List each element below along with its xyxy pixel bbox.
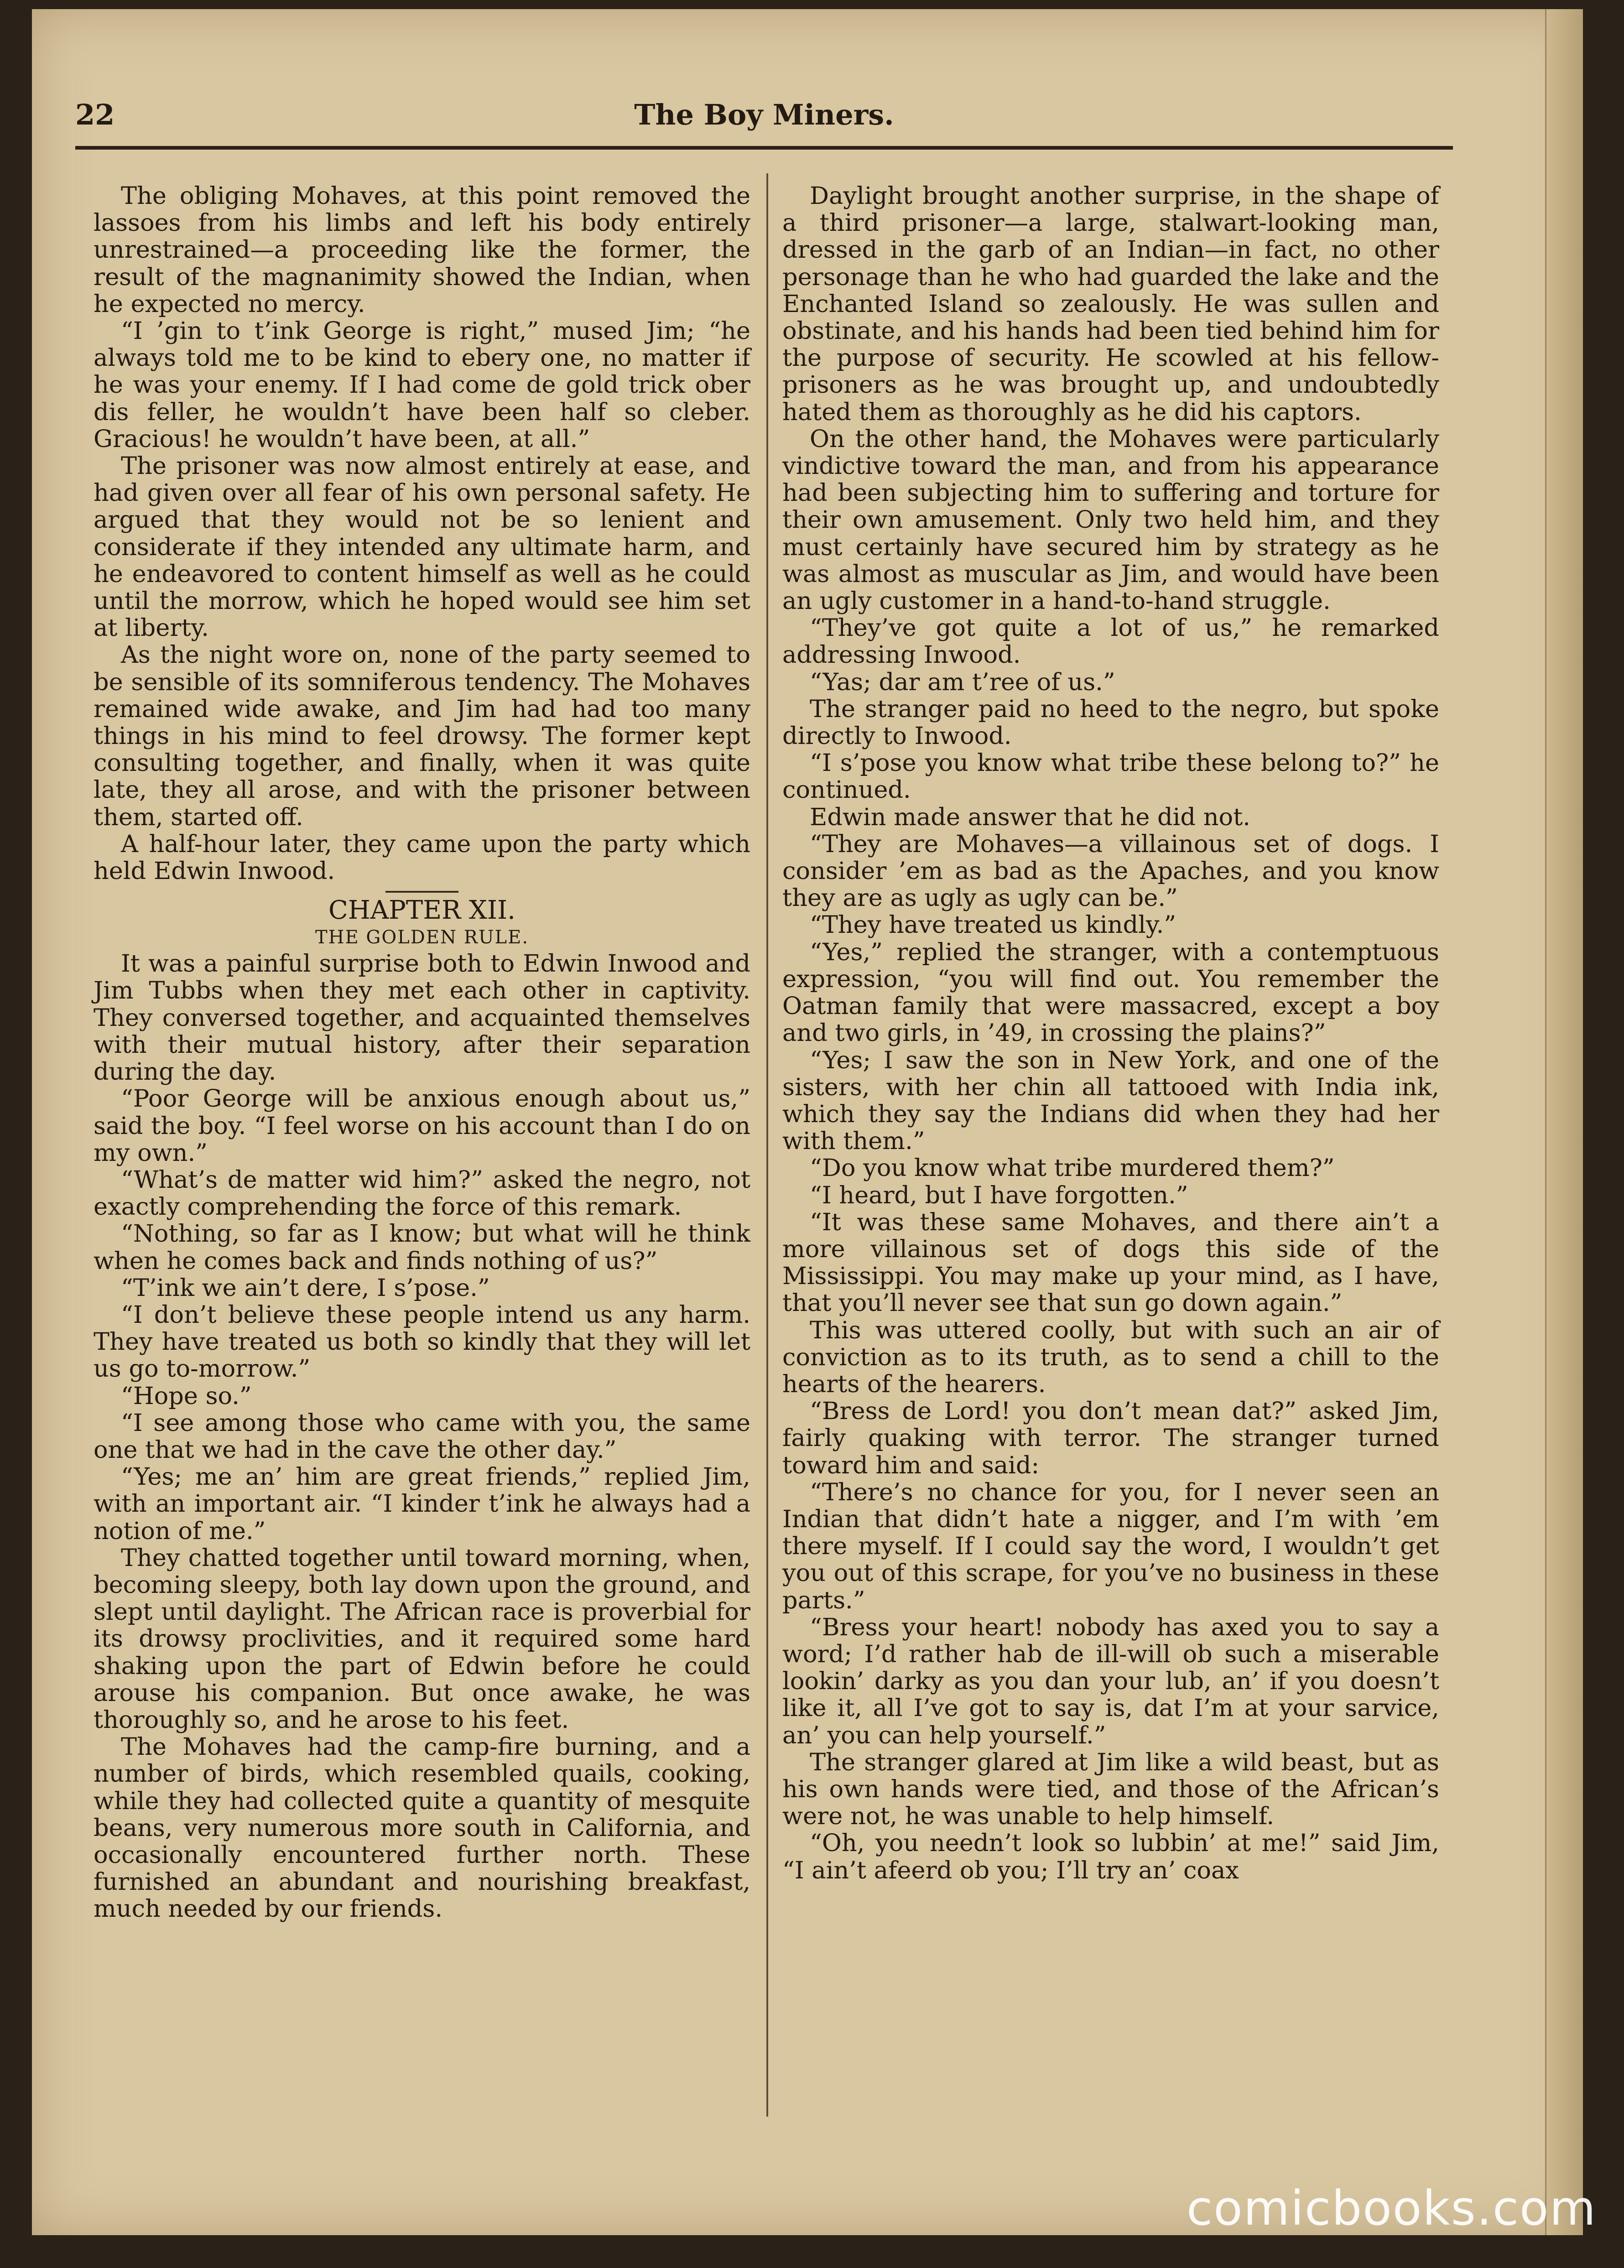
paragraph: They chatted together until toward morning, when, becoming sleepy, both lay down upon the ground, and slept until daylight. The African race is proverbial for its drowsy proclivities, and it required some hard shaking upon the part of Edwin before he could arouse his companion. But once awake, he was thoroughly so, and he arose to his feet.: [94, 1544, 750, 1734]
header-rule: [75, 146, 1453, 150]
paragraph: As the night wore on, none of the party seemed to be sensible of its somniferous tendency. The Mohaves remained wide awake, and Jim had had too many things in his mind to feel drowsy. The former kept consulting together, and finally, when it was quite late, they all arose, and with the prisoner between them, started off.: [94, 641, 750, 831]
paragraph: “They’ve got quite a lot of us,” he remarked addressing Inwood.: [782, 614, 1439, 669]
page-spine: [1545, 9, 1583, 2235]
running-title: The Boy Miners.: [634, 98, 894, 131]
paragraph: The prisoner was now almost entirely at ease, and had given over all fear of his own personal safety. He argued that they would not be so lenient and considerate if they intended any ultimate harm, and he endeavored to content himself as well as he could until the morrow, which he hoped would see him set at liberty.: [94, 452, 750, 642]
paragraph: “Oh, you needn’t look so lubbin’ at me!” said Jim, “I ain’t afeerd ob you; I’ll try an’ coax: [782, 1829, 1439, 1884]
paragraph: Daylight brought another surprise, in the shape of a third prisoner—a large, stalwart-looking man, dressed in the garb of an Indian—in fact, no other personage than he who had guarded the lake and the Enchanted Island so zealously. He was sullen and obstinate, and his hands had been tied behind him for the purpose of security. He scowled at his fellow-prisoners as he was brought up, and undoubtedly hated them as thoroughly as he did his captors.: [782, 182, 1440, 426]
paragraph: “It was these same Mohaves, and there ain’t a more villainous set of dogs this side of the Mississippi. You may make up your mind, as I have, that you’ll never see that sun go down again.”: [782, 1208, 1439, 1317]
paragraph: “Nothing, so far as I know; but what will he think when he comes back and finds nothing of us?”: [94, 1220, 750, 1275]
paragraph: On the other hand, the Mohaves were particularly vindictive toward the man, and from his appearance had been subjecting him to suffering and torture for their own amusement. Only two held him, and they must certainly have secured him by strategy as he was almost as muscular as Jim, and would have been an ugly customer in a hand-to-hand struggle.: [782, 425, 1439, 615]
paragraph: “They are Mohaves—a villainous set of dogs. I consider ’em as bad as the Apaches, and you know they are as ugly as ugly can be.”: [782, 830, 1439, 912]
paragraph: “Bress de Lord! you don’t mean dat?” asked Jim, fairly quaking with terror. The stranger turned toward him and said:: [782, 1397, 1439, 1479]
paragraph: Edwin made answer that he did not.: [810, 803, 1250, 831]
right-column: [782, 182, 1439, 1884]
paragraph: “Bress your heart! nobody has axed you to say a word; I’d rather hab de ill-will ob such a miserable lookin’ darky as you dan your lub, an’ if you doesn’t like it, all I’ve got to say is, dat I’m at your sarvice, an’ you can help yourself.”: [782, 1613, 1439, 1749]
paragraph: “Do you know what tribe murdered them?”: [810, 1154, 1335, 1182]
paragraph: “There’s no chance for you, for I never seen an Indian that didn’t hate a nigger, and I’m with ’em there myself. If I could say the word, I wouldn’t get you out of this scrape, for you’ve no business in these parts.”: [782, 1478, 1439, 1614]
site-watermark: comicbooks.com: [1186, 2180, 1597, 2236]
paragraph: The stranger glared at Jim like a wild beast, but as his own hands were tied, and those of the African’s were not, he was unable to help himself.: [782, 1748, 1439, 1831]
left-column: [94, 182, 750, 1923]
paragraph: “I ’gin to t’ink George is right,” mused Jim; “he always told me to be kind to ebery one, no matter if he was your enemy. If I had come de gold trick ober dis feller, he wouldn’t have been half so cleber. Gracious! he wouldn’t have been, at all.”: [94, 317, 750, 453]
paragraph: “Hope so.”: [121, 1382, 252, 1410]
paragraph: This was uttered coolly, but with such an air of conviction as to its truth, as to send a chill to the hearts of the hearers.: [782, 1316, 1439, 1398]
paragraph: “Yes; me an’ him are great friends,” replied Jim, with an important air. “I kinder t’ink he always had a notion of me.”: [94, 1463, 750, 1545]
paragraph: The stranger paid no heed to the negro, but spoke directly to Inwood.: [782, 695, 1439, 750]
page-number: 22: [75, 98, 115, 131]
paragraph: It was a painful surprise both to Edwin Inwood and Jim Tubbs when they met each other in captivity. They conversed together, and acquainted themselves with their mutual history, after their separation during the day.: [94, 950, 750, 1086]
paragraph: “Yas; dar am t’ree of us.”: [810, 668, 1115, 696]
paragraph: “T’ink we ain’t dere, I s’pose.”: [121, 1274, 490, 1302]
paragraph: A half-hour later, they came upon the party which held Edwin Inwood.: [94, 830, 750, 885]
paragraph: “What’s de matter wid him?” asked the negro, not exactly comprehending the force of this remark.: [94, 1165, 750, 1221]
paragraph: “I see among those who came with you, the same one that we had in the cave the other day.”: [94, 1409, 750, 1464]
chapter-title: CHAPTER XII.: [328, 895, 515, 926]
paragraph: The Mohaves had the camp-fire burning, and a number of birds, which resembled quails, cooking, while they had collected quite a quantity of mesquite beans, very numerous more south in California, and occasionally encountered further north. These furnished an abundant and nourishing breakfast, much needed by our friends.: [94, 1733, 750, 1923]
paragraph: “Poor George will be anxious enough about us,” said the boy. “I feel worse on his account than I do on my own.”: [94, 1085, 750, 1167]
chapter-subtitle: THE GOLDEN RULE.: [315, 927, 529, 948]
paragraph: “Yes; I saw the son in New York, and one of the sisters, with her chin all tattooed with India ink, which they say the Indians did when they had her with them.”: [782, 1046, 1439, 1155]
paragraph: The obliging Mohaves, at this point removed the lassoes from his limbs and left his body entirely unrestrained—a proceeding like the former, the result of the magnanimity showed the Indian, when he expected no mercy.: [94, 182, 750, 318]
page-header: [75, 98, 1453, 148]
chapter-rule: [385, 891, 458, 893]
column-divider: [766, 173, 768, 2117]
paragraph: “Yes,” replied the stranger, with a contemptuous expression, “you will find out. You remember the Oatman family that were massacred, except a boy and two girls, in ’49, in crossing the plains?”: [782, 938, 1439, 1047]
paragraph: “I heard, but I have forgotten.”: [810, 1181, 1188, 1209]
paragraph: “They have treated us kindly.”: [810, 911, 1176, 939]
paragraph: “I s’pose you know what tribe these belong to?” he continued.: [782, 749, 1439, 804]
paragraph: “I don’t believe these people intend us any harm. They have treated us both so kindly that they will let us go to-morrow.”: [94, 1300, 750, 1383]
